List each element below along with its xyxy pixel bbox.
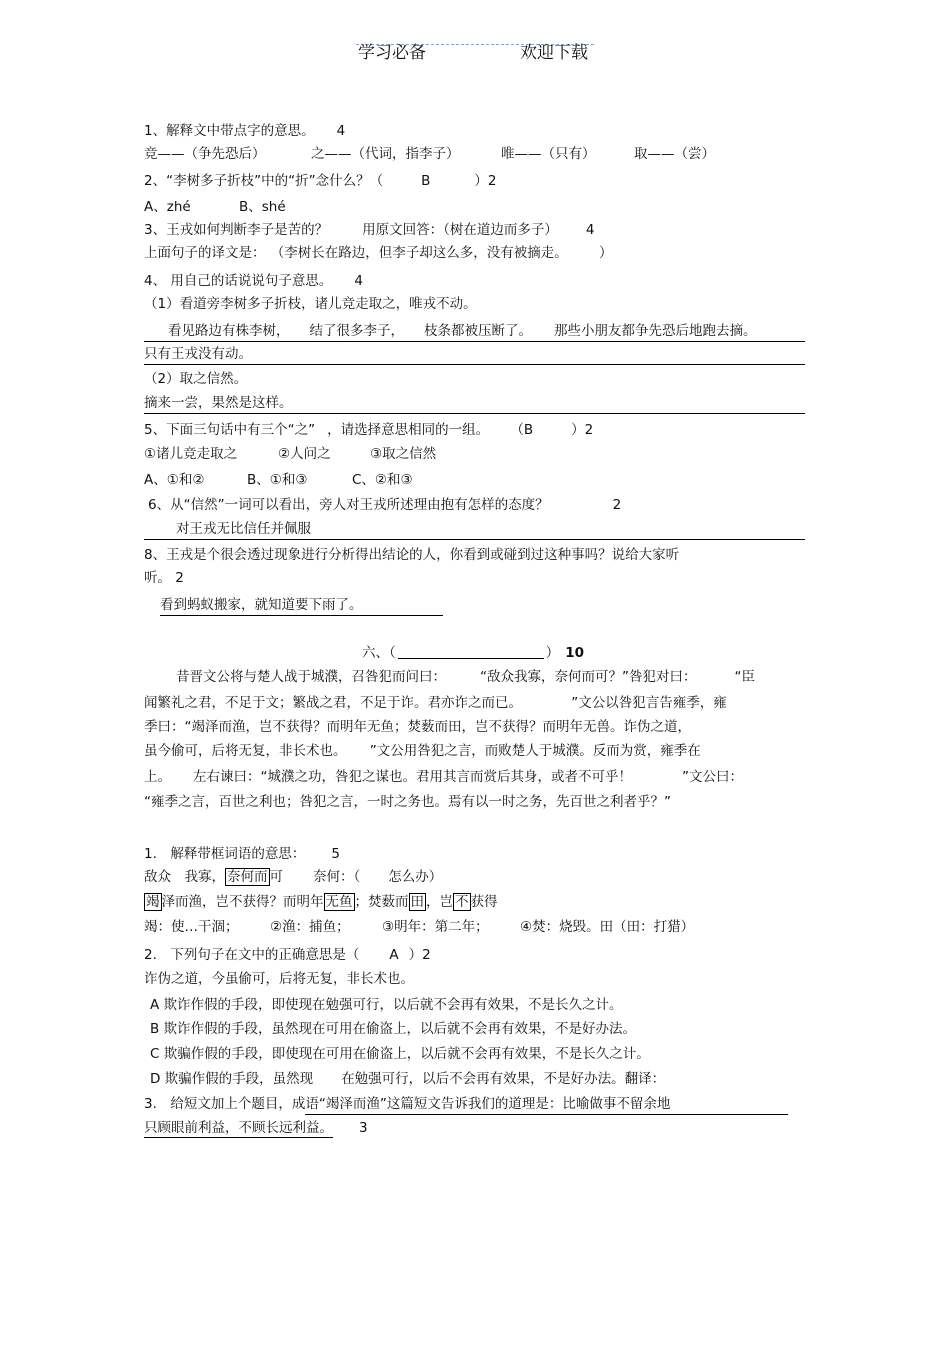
- q5-answer: B: [523, 422, 534, 438]
- p6-q2-option-b: B 欺诈作假的手段，虽然现在可用在偷盗上，以后就不会再有效果，不是好办法。: [150, 1021, 637, 1037]
- boxed-word: 无鱼: [325, 894, 353, 910]
- passage-line-5: 上。 左右谏曰：“城濮之功，咎犯之谋也。君用其言而赏后其身，或者不可乎！ ”文公曰：: [144, 769, 743, 785]
- boxed-word: 奈何而: [227, 869, 268, 885]
- q5-options: A、①和② B、①和③ C、②和③: [144, 472, 413, 488]
- passage-line-3: 季曰：“竭泽而渔，岂不获得？而明年无鱼；焚薮而田，岂不获得？而明年无兽。诈伪之道，: [144, 719, 691, 735]
- q3-answer: （李树长在路边，但李子却这么多，没有被摘走。: [277, 245, 561, 261]
- header-left: 学习必备: [358, 43, 426, 63]
- q5-question: 5、下面三句话中有三个“之” ，请选择意思相同的一组。 （B ）2: [144, 422, 594, 438]
- q4-answer-2: 摘来一尝，果然是这样。: [144, 394, 805, 414]
- q4-sentence-1: （1）看道旁李树多子折枝，诸儿竞走取之，唯戎不动。: [144, 296, 477, 312]
- page-header: [356, 42, 594, 63]
- q2-options: A、zhé B、shé: [144, 199, 286, 215]
- boxed-word: 不: [455, 894, 469, 910]
- q4-answer-1: 看见路边有株李树， 结了很多李子， 枝条都被压断了。 那些小朋友都争先恐后地跑去摘。: [144, 322, 805, 342]
- p6-q2-answer: A: [389, 947, 399, 963]
- q3-translation: 上面句子的译文是： （李树长在路边，但李子却这么多，没有被摘走。 ）: [144, 245, 613, 261]
- p6-q3-answer: 只顾眼前利益，不顾长远利益。 3: [144, 1120, 368, 1136]
- p6-q2-option-c: C 欺骗作假的手段，即使现在可用在偷盗上，以后就不会再有效果，不是长久之计。: [150, 1046, 650, 1062]
- passage-line-6: “雍季之言，百世之利也；咎犯之言，一时之务也。焉有以一时之务，先百世之利者乎？”: [144, 794, 671, 810]
- q4-label: 4、 用自己的话说说句子意思。 4: [144, 273, 363, 289]
- p6-q3-question: 3. 给短文加上个题目，成语“竭泽而渔”这篇短文告诉我们的道理是：比喻做事不留余地: [144, 1095, 788, 1115]
- q6-question: 6、从“信然”一词可以看出，旁人对王戎所述理由抱有怎样的态度？ 2: [148, 497, 622, 513]
- p6-q2-sentence: 诈伪之道，今虽偷可，后将无复，非长术也。: [144, 971, 414, 987]
- q3-question: 3、王戎如何判断李子是苦的？ 用原文回答：（树在道边而多子） 4: [144, 222, 595, 238]
- q4-answer-1-cont: 只有王戎没有动。: [144, 345, 805, 365]
- q4-sentence-2: （2）取之信然。: [144, 371, 248, 387]
- passage-line-2: 闻繁礼之君，不足于文；繁战之君，不足于诈。君亦诈之而已。 ”文公以咎犯言告雍季，雍: [144, 695, 727, 711]
- p6-q3-answer-line: 语“竭泽而渔”这篇短文告诉我们的道理是：比喻做事不留余地: [305, 1095, 788, 1115]
- q8-question: 8、王戎是个很会透过现象进行分析得出结论的人，你看到或碰到过这种事吗？说给大家听: [144, 547, 680, 563]
- q2-answer: B: [421, 173, 431, 189]
- p6-q1-line2: 竭 泽而渔，岂不获得？而明年 无鱼 ；焚薮而 田 ，岂 不 获得: [146, 894, 498, 910]
- q2-question: 2、“李树多子折枝”中的“折”念什么？（ B ）2: [144, 173, 497, 189]
- p6-q1-line1: 敌众 我寡， 奈何而 可 奈何：（ 怎么办）: [144, 869, 443, 885]
- q1-answers: 竞——（争先恐后） 之——（代词，指李子） 唯——（只有） 取——（尝）: [144, 146, 715, 162]
- passage-line-4: 虽今偷可，后将无复，非长术也。 ”文公用咎犯之言，而败楚人于城濮。反而为赏，雍季在: [144, 743, 701, 759]
- passage-line-1: 昔晋文公将与楚人战于城濮，召咎犯而问曰： “敌众我寡，奈何而可？”咎犯对曰： “臣: [176, 669, 755, 685]
- q1-label: 1、解释文中带点字的意思。 4: [144, 123, 346, 139]
- q8-answer: 看到蚂蚁搬家，就知道要下雨了。: [160, 596, 443, 616]
- boxed-word: 田: [410, 894, 424, 910]
- q5-items: ①诸儿竞走取之 ②人问之 ③取之信然: [144, 446, 437, 462]
- q1-score: 4: [336, 123, 346, 139]
- boxed-word: 竭: [146, 894, 160, 910]
- part6-title: 六、（ ） 10: [362, 645, 585, 661]
- p6-q1-line3: 竭：使…干涸； ②渔：捕鱼； ③明年：第二年； ④焚：烧毁。田（田：打猎）: [144, 919, 695, 935]
- p6-q2-option-a: A 欺诈作假的手段，即使现在勉强可行，以后就不会再有效果，不是长久之计。: [150, 997, 623, 1013]
- p6-q2-question: 2. 下列句子在文中的正确意思是（ A ）2: [144, 947, 431, 963]
- p6-q2-option-d: D 欺骗作假的手段，虽然现 在勉强可行，以后不会再有效果，不是好办法。翻译：: [150, 1071, 666, 1087]
- q6-answer: 对王戎无比信任并佩服: [144, 520, 805, 540]
- title-blank: [398, 643, 544, 659]
- header-right: 欢迎下载: [520, 43, 588, 63]
- q8-question-cont: 听。 2: [144, 570, 184, 586]
- part6-score: 10: [565, 645, 585, 661]
- p6-q1-label: 1. 解释带框词语的意思： 5: [144, 846, 340, 862]
